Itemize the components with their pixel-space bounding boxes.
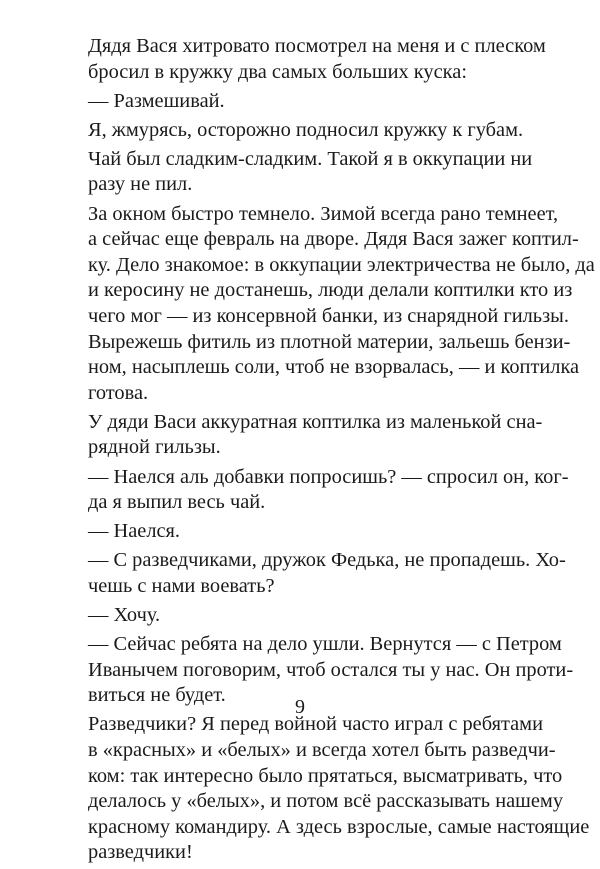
paragraph — [88, 410, 543, 461]
text-line: — С разведчиками, дружок Федька, не пропадешь. Хо- — [88, 549, 566, 572]
text-line: Дядя Вася хитровато посмотрел на меня и с плеском — [88, 35, 546, 57]
text-line: делалось у «белых», и потом всё рассказывать нашему — [88, 790, 564, 813]
text-line: готова. — [88, 381, 149, 404]
text-line: чешь с нами воевать? — [88, 574, 275, 597]
text-line: чего мог — из консервной банки, из снарядной гильзы. — [88, 304, 569, 327]
text-line: Я, жмурясь, осторожно подносил кружку к губам. — [88, 118, 524, 141]
paragraph — [88, 519, 528, 545]
text-line: ном, насыплешь соли, чтоб не взорвалась, — и коптилка — [88, 356, 580, 379]
body-text — [88, 34, 595, 869]
text-line: За окном быстро темнело. Зимой всегда рано темнеет, — [88, 202, 559, 225]
paragraph — [88, 465, 569, 516]
text-line: и керосину не достанешь, люди делали коптилки кто из — [88, 279, 573, 302]
text-line: Чай был сладким-сладким. Такой я в оккупации ни — [88, 147, 533, 170]
text-line: — Размешивай. — [88, 89, 225, 112]
paragraph — [88, 147, 533, 198]
text-line: — Наелся. — [88, 520, 181, 543]
page-number: 9 — [295, 696, 305, 718]
text-line: — Хочу. — [88, 603, 161, 626]
text-line: а сейчас еще февраль на дворе. Дядя Вася зажег коптил- — [88, 228, 579, 251]
text-line: бросил в кружку два самых больших куска: — [88, 60, 467, 83]
text-line: рядной гильзы. — [88, 436, 221, 459]
paragraph — [88, 118, 528, 144]
paragraph — [88, 89, 528, 115]
paragraph — [88, 712, 590, 866]
paragraph — [88, 603, 528, 629]
text-line: разведчики! — [88, 841, 193, 864]
text-line: Иванычем поговорим, чтоб остался ты у нас. Он проти- — [88, 658, 574, 681]
text-line: Разведчики? Я перед войной часто играл с ребятами — [88, 713, 543, 736]
text-line: в «красных» и «белых» и всегда хотел быть разведчи- — [88, 738, 556, 761]
text-line: разу не пил. — [88, 173, 193, 196]
text-line: У дяди Васи аккуратная коптилка из маленькой сна- — [88, 410, 543, 433]
text-line: — Сейчас ребята на дело ушли. Вернутся — с Петром — [88, 633, 562, 656]
text-line: виться не будет. — [88, 684, 226, 707]
text-line: красному командиру. А здесь взрослые, самые настоящие — [88, 815, 590, 838]
text-line: ку. Дело знакомое: в оккупации электричества не было, да — [88, 253, 595, 276]
paragraph — [88, 548, 566, 599]
text-line: да я выпил весь чай. — [88, 491, 266, 514]
paragraph — [88, 202, 595, 407]
text-line: — Наелся аль добавки попросишь? — спросил он, ког- — [88, 465, 569, 488]
text-line: ком: так интересно было прятаться, высматривать, что — [88, 764, 563, 787]
text-line: Вырежешь фитиль из плотной материи, зальешь бензи- — [88, 330, 571, 353]
paragraph — [88, 34, 546, 85]
